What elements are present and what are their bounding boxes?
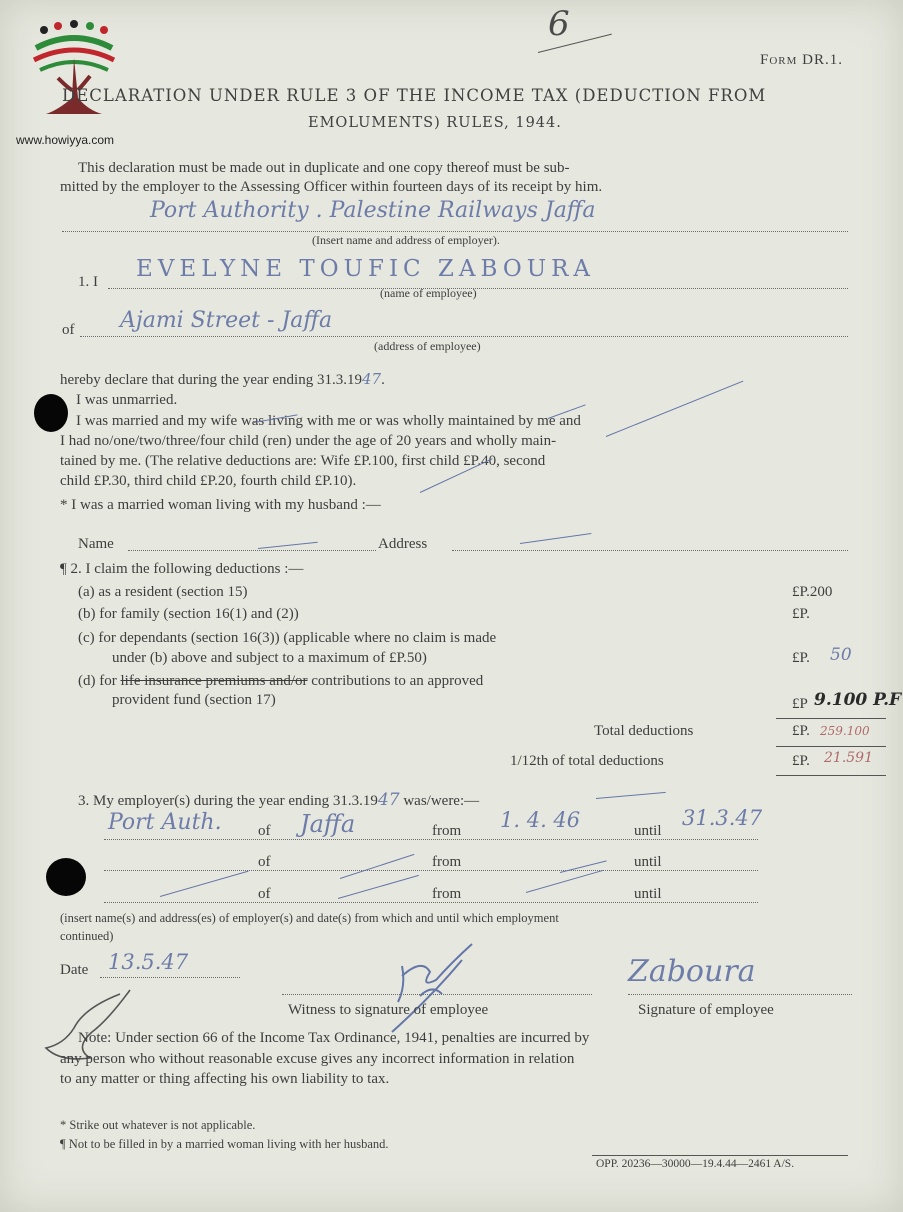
declare-end: . xyxy=(381,372,385,388)
address-prefix: of xyxy=(62,322,75,338)
employee-signature-handwritten: Zaboura xyxy=(628,954,756,989)
strike-row3-c xyxy=(526,870,603,893)
row1-of: of xyxy=(258,823,271,839)
claim-d-struck: life insurance premiums and/or xyxy=(120,673,308,689)
option-unmarried: I was unmarried. xyxy=(76,392,178,408)
witness-caption: Witness to signature of employee xyxy=(288,1002,489,1018)
strike-married-3 xyxy=(606,381,744,437)
claim-d-prefix: (d) for xyxy=(78,673,117,689)
claim-c-value: £P. xyxy=(792,650,810,666)
footnote-not-married-woman: ¶ Not to be filled in by a married woman living with her husband. xyxy=(60,1137,389,1151)
claim-d-suffix: contributions to an approved xyxy=(311,673,484,689)
employer-field-line xyxy=(62,231,848,232)
twelfth-handwritten: 21.591 xyxy=(824,750,873,766)
claim-d-value: £P xyxy=(792,696,808,712)
address-field-line xyxy=(80,336,848,337)
address-label: Address xyxy=(378,536,428,552)
option-married-line1: I was married and my wife was living with me or was wholly maintained by me and xyxy=(76,413,581,429)
ink-blot-middle xyxy=(46,858,86,896)
intro-line1: This declaration must be made out in duplicate and one copy thereof must be sub- xyxy=(78,160,570,176)
employer-row1-from-date: 1. 4. 46 xyxy=(500,808,581,832)
witness-line xyxy=(282,994,592,995)
total-label: Total deductions xyxy=(594,723,694,739)
row2-until: until xyxy=(634,854,662,870)
intro-line2: mitted by the employer to the Assessing Officer within fourteen days of its receipt by him. xyxy=(60,179,603,195)
employee-caption: (name of employee) xyxy=(380,286,477,300)
row3-of: of xyxy=(258,886,271,902)
stamp-number: 6 xyxy=(548,4,570,44)
note-line3: to any matter or thing affecting his own liability to tax. xyxy=(60,1071,390,1087)
strike-address xyxy=(520,533,591,544)
employers-heading-prefix: 3. My employer(s) during the year ending 31.3.19 xyxy=(78,793,378,809)
employee-handwritten: EVELYNE TOUFIC ZABOURA xyxy=(136,256,596,282)
printer-rule xyxy=(592,1155,848,1156)
row2-from: from xyxy=(432,854,462,870)
employer-row3-line xyxy=(104,902,758,903)
twelfth-rule xyxy=(776,775,886,776)
address-handwritten: Ajami Street - Jaffa xyxy=(120,308,333,333)
employers-note-line2: continued) xyxy=(60,929,114,943)
address-row-field-line xyxy=(452,550,848,551)
claim-d-line1 xyxy=(78,673,483,690)
claim-c-handwritten: 50 xyxy=(830,645,852,665)
note-line1: Note: Under section 66 of the Income Tax Ordinance, 1941, penalties are incurred by xyxy=(78,1030,590,1046)
form-title-line2: EMOLUMENTS) RULES, 1944. xyxy=(308,115,562,131)
witness-signature xyxy=(372,936,492,1036)
total-value: £P. xyxy=(792,723,810,739)
employer-row1-name: Port Auth. xyxy=(108,810,222,835)
strike-name xyxy=(258,542,318,549)
twelfth-label: 1/12th of total deductions xyxy=(510,753,664,769)
claim-a-label: (a) as a resident (section 15) xyxy=(78,584,248,600)
employee-prefix: 1. I xyxy=(78,274,98,290)
claim-d-line2: provident fund (section 17) xyxy=(112,692,276,708)
twelfth-value: £P. xyxy=(792,753,810,769)
declare-prefix: hereby declare that during the year ending 31.3.19 xyxy=(60,372,362,388)
employer-row1-place: Jaffa xyxy=(300,810,356,838)
row3-from: from xyxy=(432,886,462,902)
date-handwritten: 13.5.47 xyxy=(108,950,189,974)
claim-d-rule xyxy=(776,718,886,719)
employers-heading-suffix: was/were:— xyxy=(403,793,480,809)
row1-until: until xyxy=(634,823,662,839)
total-rule xyxy=(776,746,886,747)
signature-caption: Signature of employee xyxy=(638,1002,774,1018)
name-label: Name xyxy=(78,536,114,552)
claim-b-label: (b) for family (section 16(1) and (2)) xyxy=(78,606,299,622)
employee-field-line xyxy=(108,288,848,289)
row3-until: until xyxy=(634,886,662,902)
date-label: Date xyxy=(60,962,89,978)
claim-c-line2: under (b) above and subject to a maximum of £P.50) xyxy=(112,650,427,666)
employers-heading xyxy=(78,790,479,810)
claim-b-value: £P. xyxy=(792,606,810,622)
signature-line xyxy=(628,994,852,995)
printer-code: OPP. 20236—30000—19.4.44—2461 A/S. xyxy=(596,1158,795,1170)
employer-row1-line xyxy=(104,839,758,840)
address-caption: (address of employee) xyxy=(374,339,481,353)
employer-handwritten: Port Authority . Palestine Railways Jaffa xyxy=(150,198,596,223)
row1-from: from xyxy=(432,823,462,839)
strike-were xyxy=(596,792,666,799)
employers-note-line1: (insert name(s) and address(es) of employer(s) and date(s) from which and until which employment xyxy=(60,911,559,925)
strike-row3-a xyxy=(160,871,249,897)
note-line2: any person who without reasonable excuse gives any incorrect information in relation xyxy=(60,1051,575,1067)
watermark-url: www.howiyya.com xyxy=(16,133,115,147)
option-married-line4: child £P.30, third child £P.20, fourth child £P.10). xyxy=(60,473,357,489)
employer-row1-until-date: 31.3.47 xyxy=(682,806,763,830)
claim-c-line1: (c) for dependants (section 16(3)) (applicable where no claim is made xyxy=(78,630,497,646)
declare-text xyxy=(60,370,385,389)
declare-year: 47 xyxy=(361,370,382,388)
employer-row2-line xyxy=(104,870,758,871)
row2-of: of xyxy=(258,854,271,870)
strike-row3-b xyxy=(338,875,419,899)
form-code: Form DR.1. xyxy=(760,52,843,68)
total-handwritten: 259.100 xyxy=(820,724,870,738)
howiyya-logo xyxy=(28,18,120,130)
employer-caption: (Insert name and address of employer). xyxy=(312,233,500,247)
form-title-line1: DECLARATION UNDER RULE 3 OF THE INCOME TAX (DEDUCTION FROM xyxy=(62,86,767,105)
option-married-line3: tained by me. (The relative deductions are: Wife £P.100, first child £P.40, second xyxy=(60,453,546,469)
date-line xyxy=(100,977,240,978)
employers-heading-year: 47 xyxy=(377,790,400,810)
strike-row2-a xyxy=(340,854,414,879)
ink-blot-top xyxy=(34,394,68,432)
option-married-woman: * I was a married woman living with my husband :— xyxy=(60,497,381,513)
footnote-strike-out: * Strike out whatever is not applicable. xyxy=(60,1118,256,1132)
claim-d-handwritten: 9.100 P.F xyxy=(814,690,902,710)
claims-heading: ¶ 2. I claim the following deductions :— xyxy=(60,561,304,577)
option-married-line2: I had no/one/two/three/four child (ren) under the age of 20 years and wholly main- xyxy=(60,433,557,449)
name-field-line xyxy=(128,550,376,551)
claim-a-value: £P.200 xyxy=(792,584,833,600)
